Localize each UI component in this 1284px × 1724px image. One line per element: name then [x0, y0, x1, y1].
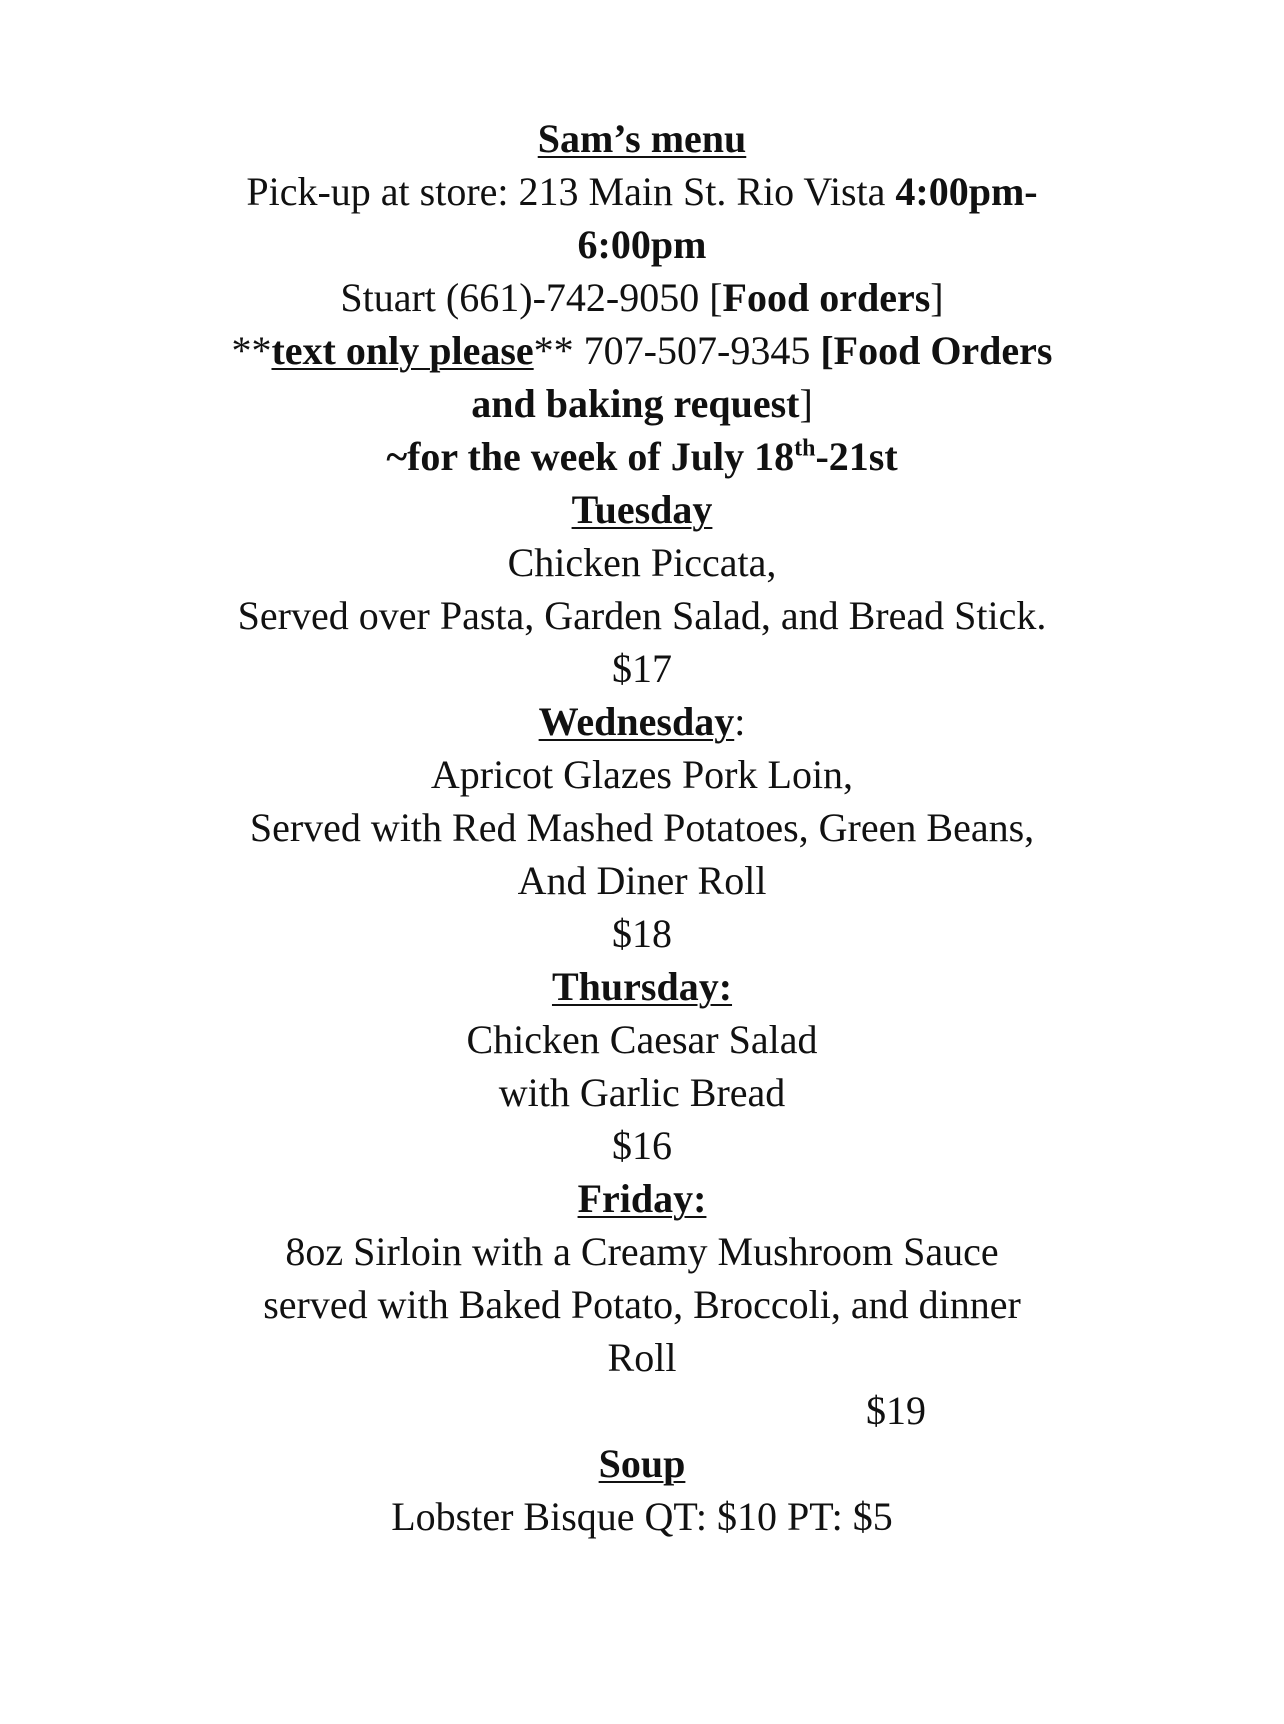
wednesday-dish: Apricot Glazes Pork Loin,: [430, 752, 854, 797]
soup-heading: Soup: [598, 1441, 686, 1486]
wednesday-heading: Wednesday: [538, 699, 735, 744]
contact-text-phone: ** 707-507-9345: [533, 328, 821, 373]
pickup-address: Pick-up at store: 213 Main St. Rio Vista: [246, 169, 896, 214]
menu-document: [0, 112, 1284, 1543]
pickup-time-start: 4:00pm-: [895, 169, 1038, 214]
contact-stuart: Stuart (661)-742-9050 [Food orders]: [340, 275, 944, 320]
wednesday-heading-line: Wednesday:: [538, 699, 746, 744]
friday-dish: 8oz Sirloin with a Creamy Mushroom Sauce: [285, 1229, 999, 1274]
thursday-price: $16: [612, 1123, 672, 1168]
soup-item: Lobster Bisque QT: $10 PT: $5: [391, 1494, 893, 1539]
menu-title: Sam’s menu: [537, 116, 747, 161]
tuesday-price: $17: [612, 646, 672, 691]
tuesday-dish: Chicken Piccata,: [507, 540, 777, 585]
week-line: ~for the week of July 18th-21st: [386, 434, 898, 479]
contact-text-line: **text only please** 707-507-9345 [Food Orders: [231, 328, 1053, 373]
tuesday-heading: Tuesday: [571, 487, 713, 532]
contact-text-line-2: and baking request]: [471, 381, 813, 426]
friday-price: $19: [866, 1388, 926, 1433]
contact-text-purpose: [Food Orders: [820, 328, 1053, 373]
text-only-note: text only please: [271, 328, 534, 373]
wednesday-price: $18: [612, 911, 672, 956]
pickup-line: [0, 165, 1284, 218]
wednesday-sides-2: And Diner Roll: [517, 858, 767, 903]
friday-heading: Friday:: [577, 1176, 707, 1221]
thursday-heading: Thursday:: [551, 964, 733, 1009]
friday-sides: served with Baked Potato, Broccoli, and dinner: [263, 1282, 1021, 1327]
pickup-time-end: 6:00pm: [577, 222, 707, 267]
tuesday-sides: Served over Pasta, Garden Salad, and Bread Stick.: [237, 593, 1047, 638]
thursday-sides: with Garlic Bread: [498, 1070, 786, 1115]
contact-stuart-phone: Stuart (661)-742-9050 [: [340, 275, 723, 320]
thursday-dish: Chicken Caesar Salad: [466, 1017, 818, 1062]
friday-sides-2: Roll: [607, 1335, 677, 1380]
contact-stuart-purpose: Food orders: [722, 275, 931, 320]
wednesday-sides: Served with Red Mashed Potatoes, Green Beans,: [249, 805, 1035, 850]
